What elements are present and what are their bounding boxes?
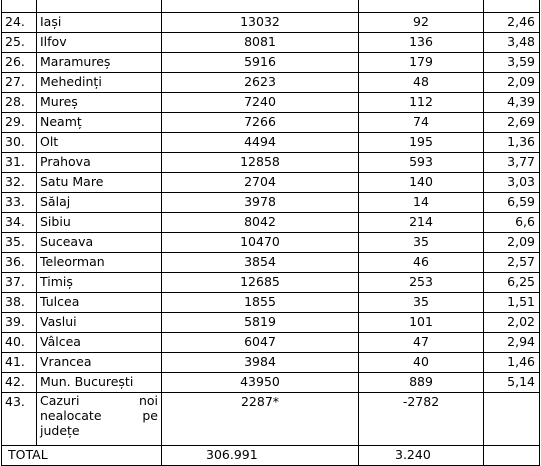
incidence-rate-cell: 6,59 — [484, 193, 540, 213]
table-row — [2, 0, 540, 13]
label-part: județe — [40, 423, 80, 438]
county-name-cell: Maramureș — [37, 53, 162, 73]
incidence-rate-cell: 1,36 — [484, 133, 540, 153]
row-number-cell: 31. — [2, 153, 37, 173]
new-cases-cell: 92 — [359, 13, 484, 33]
total-cases-cell: 7240 — [162, 93, 359, 113]
total-cases-cell: 5916 — [162, 53, 359, 73]
table-row — [2, 153, 540, 173]
total-cases-cell — [162, 0, 359, 13]
row-number-cell: 26. — [2, 53, 37, 73]
incidence-rate-cell: 2,02 — [484, 313, 540, 333]
county-name-cell: Ilfov — [37, 33, 162, 53]
row-number-cell: 24. — [2, 13, 37, 33]
table-row — [2, 333, 540, 353]
county-name-cell: Prahova — [37, 153, 162, 173]
row-number-cell — [2, 0, 37, 13]
row-number-cell: 38. — [2, 293, 37, 313]
incidence-rate-cell: 2,57 — [484, 253, 540, 273]
row-number-cell: 30. — [2, 133, 37, 153]
table-row — [2, 273, 540, 293]
table-row — [2, 353, 540, 373]
new-cases-cell: 889 — [359, 373, 484, 393]
row-number-cell: 41. — [2, 353, 37, 373]
row-number-cell: 40. — [2, 333, 37, 353]
new-cases-cell: 179 — [359, 53, 484, 73]
row-number-cell: 36. — [2, 253, 37, 273]
incidence-rate-cell: 6,6 — [484, 213, 540, 233]
total-cases-cell: 6047 — [162, 333, 359, 353]
table-row — [2, 313, 540, 333]
total-cases-cell: 2704 — [162, 173, 359, 193]
incidence-rate-cell: 2,69 — [484, 113, 540, 133]
incidence-rate-cell: 1,46 — [484, 353, 540, 373]
new-cases-cell: 101 — [359, 313, 484, 333]
label-part: nealocate — [40, 408, 102, 423]
row-number-cell: 25. — [2, 33, 37, 53]
total-cases-cell: 5819 — [162, 313, 359, 333]
county-name-cell: Iași — [37, 13, 162, 33]
incidence-rate-cell: 6,25 — [484, 273, 540, 293]
row-number-cell: 27. — [2, 73, 37, 93]
new-cases-cell: 140 — [359, 173, 484, 193]
table-row — [2, 253, 540, 273]
total-cases-cell: 3984 — [162, 353, 359, 373]
row-number-cell: 35. — [2, 233, 37, 253]
new-cases-cell: 214 — [359, 213, 484, 233]
label-part: pe — [142, 408, 158, 423]
incidence-rate-cell: 3,59 — [484, 53, 540, 73]
total-cases-cell: 12858 — [162, 153, 359, 173]
row-number-cell: 32. — [2, 173, 37, 193]
new-cases-cell: 35 — [359, 233, 484, 253]
table-row — [2, 193, 540, 213]
table-row — [2, 33, 540, 53]
row-number-cell: 39. — [2, 313, 37, 333]
table-row — [2, 373, 540, 393]
row-number-cell: 37. — [2, 273, 37, 293]
county-name-cell: Vaslui — [37, 313, 162, 333]
table-row-total — [2, 446, 540, 466]
incidence-rate-cell: 3,03 — [484, 173, 540, 193]
total-cases-cell: 8081 — [162, 33, 359, 53]
county-name-cell: Timiș — [37, 273, 162, 293]
new-cases-cell: 593 — [359, 153, 484, 173]
new-cases-cell: -2782 — [359, 393, 484, 446]
county-name-cell: Olt — [37, 133, 162, 153]
incidence-rate-cell — [484, 0, 540, 13]
incidence-rate-cell: 2,94 — [484, 333, 540, 353]
table-row — [2, 13, 540, 33]
incidence-rate-cell — [484, 393, 540, 446]
new-cases-cell: 46 — [359, 253, 484, 273]
new-cases-cell: 112 — [359, 93, 484, 113]
county-name-cell: Mun. București — [37, 373, 162, 393]
total-cases-cell: 43950 — [162, 373, 359, 393]
table-row — [2, 173, 540, 193]
total-cases-cell: 2287* — [162, 393, 359, 446]
new-cases-cell: 48 — [359, 73, 484, 93]
incidence-rate-cell: 1,51 — [484, 293, 540, 313]
total-cases-cell: 4494 — [162, 133, 359, 153]
total-rate-cell — [484, 446, 540, 466]
new-cases-cell: 35 — [359, 293, 484, 313]
incidence-rate-cell: 3,48 — [484, 33, 540, 53]
county-name-cell: Teleorman — [37, 253, 162, 273]
incidence-rate-cell: 4,39 — [484, 93, 540, 113]
incidence-rate-cell: 3,77 — [484, 153, 540, 173]
incidence-rate-cell: 2,09 — [484, 233, 540, 253]
total-label-cell: TOTAL — [2, 446, 162, 466]
county-name-cell: Vrancea — [37, 353, 162, 373]
new-cases-cell: 136 — [359, 33, 484, 53]
county-name-cell: Tulcea — [37, 293, 162, 313]
new-cases-cell: 14 — [359, 193, 484, 213]
total-cases-cell: 13032 — [162, 13, 359, 33]
table-row — [2, 293, 540, 313]
new-cases-cell: 253 — [359, 273, 484, 293]
table-row — [2, 73, 540, 93]
row-number-cell: 29. — [2, 113, 37, 133]
county-name-cell: Suceava — [37, 233, 162, 253]
row-number-cell: 34. — [2, 213, 37, 233]
new-cases-cell: 40 — [359, 353, 484, 373]
table-row — [2, 93, 540, 113]
total-cases-cell: 12685 — [162, 273, 359, 293]
total-cases-cell: 3854 — [162, 253, 359, 273]
table-row — [2, 113, 540, 133]
county-name-cell: Mehedinți — [37, 73, 162, 93]
total-cases-cell: 7266 — [162, 113, 359, 133]
table-body — [2, 0, 540, 466]
total-new-cases-cell: 3.240 — [359, 446, 484, 466]
incidence-rate-cell: 2,46 — [484, 13, 540, 33]
label-part: Cazuri — [40, 393, 80, 408]
county-name-cell — [37, 0, 162, 13]
total-cases-cell: 2623 — [162, 73, 359, 93]
county-name-cell: Sibiu — [37, 213, 162, 233]
total-cases-cell: 1855 — [162, 293, 359, 313]
new-cases-cell: 47 — [359, 333, 484, 353]
new-cases-cell: 74 — [359, 113, 484, 133]
county-cases-table — [1, 0, 540, 466]
total-cases-cell: 8042 — [162, 213, 359, 233]
incidence-rate-cell: 5,14 — [484, 373, 540, 393]
new-cases-cell: 195 — [359, 133, 484, 153]
incidence-rate-cell: 2,09 — [484, 73, 540, 93]
table-row — [2, 53, 540, 73]
row-number-cell: 33. — [2, 193, 37, 213]
county-name-cell: Vâlcea — [37, 333, 162, 353]
row-number-cell: 43. — [2, 393, 37, 446]
table-row — [2, 213, 540, 233]
table-row-unallocated — [2, 393, 540, 446]
table-row — [2, 233, 540, 253]
table-row — [2, 133, 540, 153]
county-name-cell: Satu Mare — [37, 173, 162, 193]
label-part: noi — [138, 393, 158, 408]
row-number-cell: 42. — [2, 373, 37, 393]
total-cases-cell: 3978 — [162, 193, 359, 213]
county-name-cell: Mureș — [37, 93, 162, 113]
county-name-cell — [37, 393, 162, 446]
total-cases-cell: 306.991 — [162, 446, 359, 466]
county-name-cell: Neamț — [37, 113, 162, 133]
county-name-cell: Sălaj — [37, 193, 162, 213]
total-cases-cell: 10470 — [162, 233, 359, 253]
row-number-cell: 28. — [2, 93, 37, 113]
new-cases-cell — [359, 0, 484, 13]
